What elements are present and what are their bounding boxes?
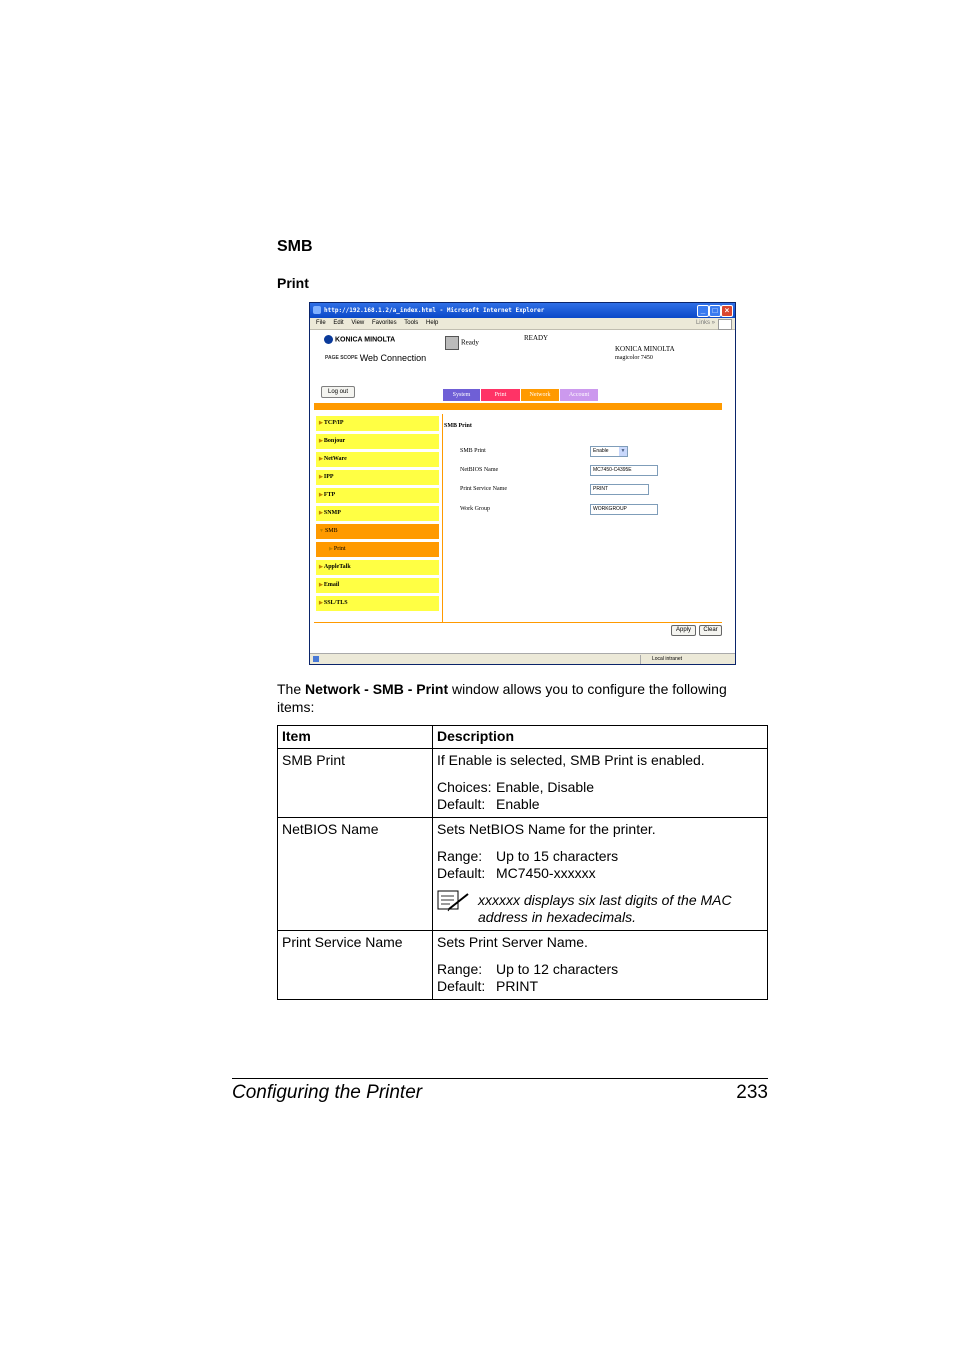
sidebar-item-bonjour[interactable]: ▶Bonjour bbox=[316, 434, 439, 449]
table-header-row bbox=[278, 726, 768, 749]
footer-divider bbox=[314, 622, 722, 623]
item-cell: Print Service Name bbox=[278, 931, 433, 1000]
description-cell: Sets Print Server Name. Range: Up to 12 characters Default: PRINT bbox=[433, 931, 768, 1000]
sidebar-item-smb[interactable]: ▼SMB bbox=[316, 524, 439, 539]
menu-view[interactable]: View bbox=[351, 320, 365, 326]
work-group-label: Work Group bbox=[460, 506, 491, 512]
zone-label: Local intranet bbox=[652, 656, 683, 662]
sidebar-item-tcpip[interactable]: ▶TCP/IP bbox=[316, 416, 439, 431]
brand-globe-icon bbox=[324, 335, 333, 344]
window-title: http://192.168.1.2/a_index.html - Microsoft Internet Explorer bbox=[324, 307, 545, 314]
menu-tools[interactable]: Tools bbox=[404, 320, 419, 326]
page-icon bbox=[313, 656, 319, 662]
sidebar-item-appletalk[interactable]: ▶AppleTalk bbox=[316, 560, 439, 575]
header-divider bbox=[314, 403, 722, 410]
minimize-icon[interactable]: _ bbox=[697, 305, 709, 317]
ie-icon bbox=[313, 306, 321, 314]
model-maker: KONICA MINOLTA bbox=[615, 345, 675, 353]
sidebar-item-ssl-tls[interactable]: ▶SSL/TLS bbox=[316, 596, 439, 611]
chevron-down-icon: ▼ bbox=[620, 448, 626, 454]
menu-file[interactable]: File bbox=[316, 320, 326, 326]
maximize-icon[interactable]: □ bbox=[709, 305, 721, 317]
menu-favorites[interactable]: Favorites bbox=[371, 320, 397, 326]
apply-button[interactable]: Apply bbox=[671, 625, 696, 636]
sidebar-item-smb-print[interactable]: ▶Print bbox=[316, 542, 439, 557]
print-service-name-field[interactable]: PRINT bbox=[590, 484, 649, 495]
browser-window-screenshot bbox=[309, 302, 736, 665]
intro-bold: Network - SMB - Print bbox=[305, 681, 449, 697]
sidebar-item-ftp[interactable]: ▶FTP bbox=[316, 488, 439, 503]
sidebar-divider bbox=[442, 414, 443, 622]
printer-status: Ready bbox=[445, 336, 479, 350]
brand-logo: KONICA MINOLTA bbox=[324, 335, 395, 344]
table-row bbox=[278, 749, 768, 818]
note-pencil-icon bbox=[437, 890, 469, 912]
description-cell: If Enable is selected, SMB Print is enabled. Choices: Enable, Disable Default: Enable bbox=[433, 749, 768, 818]
menu-help[interactable]: Help bbox=[425, 320, 439, 326]
table-row bbox=[278, 931, 768, 1000]
note: xxxxxx displays six last digits of the MAC address in hexadecimals. bbox=[437, 892, 763, 926]
sidebar-item-netware[interactable]: ▶NetWare bbox=[316, 452, 439, 467]
section-heading: SMB bbox=[277, 238, 313, 255]
tab-bar bbox=[443, 389, 599, 401]
links-button[interactable]: Links » bbox=[695, 320, 715, 326]
model-name: magicolor 7450 bbox=[615, 355, 653, 361]
status-separator bbox=[640, 655, 641, 664]
footer-title: Configuring the Printer bbox=[232, 1082, 423, 1103]
tab-print[interactable]: Print bbox=[481, 389, 520, 401]
print-service-name-label: Print Service Name bbox=[460, 486, 507, 492]
description-cell: Sets NetBIOS Name for the printer. Range: Up to 15 characters Default: MC7450-xxxxxx xxxxxx displays six last digits of the MAC address in hexadecimals. bbox=[433, 818, 768, 931]
sidebar-item-snmp[interactable]: ▶SNMP bbox=[316, 506, 439, 521]
header-item: Item bbox=[278, 726, 433, 749]
footer-rule bbox=[232, 1078, 768, 1079]
item-cell: NetBIOS Name bbox=[278, 818, 433, 931]
status-bar bbox=[310, 653, 735, 665]
tab-system[interactable]: System bbox=[443, 389, 480, 401]
menu-edit[interactable]: Edit bbox=[333, 320, 344, 326]
sidebar-nav bbox=[316, 416, 439, 614]
table-row bbox=[278, 818, 768, 931]
item-cell: SMB Print bbox=[278, 749, 433, 818]
header-description: Description bbox=[433, 726, 768, 749]
work-group-field[interactable]: WORKGROUP bbox=[590, 504, 658, 515]
status-text: READY bbox=[524, 334, 549, 342]
page-number: 233 bbox=[736, 1082, 768, 1103]
items-table bbox=[277, 725, 768, 1000]
netbios-name-field[interactable]: MC7450-C4395E bbox=[590, 465, 658, 476]
smb-print-select[interactable]: Enable ▼ bbox=[590, 446, 628, 457]
subsection-heading: Print bbox=[277, 275, 309, 291]
content-title: SMB Print bbox=[444, 423, 472, 429]
web-page bbox=[310, 330, 735, 655]
sidebar-item-email[interactable]: ▶Email bbox=[316, 578, 439, 593]
menu-bar bbox=[310, 318, 735, 330]
intro-paragraph: The Network - SMB - Print window allows you to configure the following items: bbox=[277, 681, 727, 715]
sidebar-item-ipp[interactable]: ▶IPP bbox=[316, 470, 439, 485]
smb-print-label: SMB Print bbox=[460, 448, 486, 454]
logout-button[interactable]: Log out bbox=[321, 386, 355, 398]
close-icon[interactable]: × bbox=[721, 305, 733, 317]
tab-account[interactable]: Account bbox=[560, 389, 598, 401]
netbios-name-label: NetBIOS Name bbox=[460, 467, 499, 473]
web-connection-logo: PAGE SCOPE Web Connection bbox=[325, 353, 427, 363]
tab-network[interactable]: Network bbox=[521, 389, 559, 401]
title-bar bbox=[310, 303, 735, 318]
windows-logo-icon bbox=[718, 319, 732, 330]
printer-icon bbox=[445, 336, 459, 350]
clear-button[interactable]: Clear bbox=[699, 625, 722, 636]
